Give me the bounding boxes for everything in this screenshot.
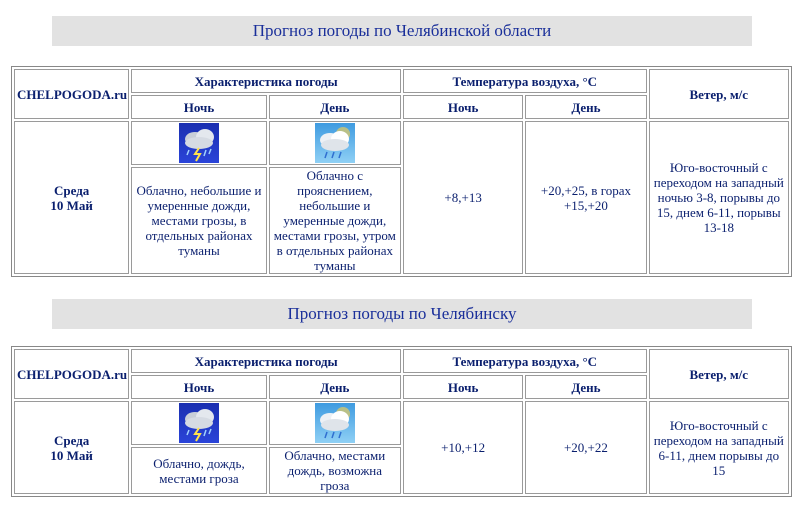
temp-night-value: +10,+12: [403, 401, 523, 494]
header-temperature: Температура воздуха, °C: [403, 69, 647, 93]
day-description: Облачно, местами дождь, возможна гроза: [269, 447, 401, 494]
header-night: Ночь: [131, 375, 266, 399]
header-wind: Ветер, м/с: [649, 69, 789, 119]
header-characteristic: Характеристика погоды: [131, 349, 401, 373]
region-forecast-table: [11, 66, 792, 277]
temp-day-value: +20,+25, в горах +15,+20: [525, 121, 646, 274]
wind-value: Юго-восточный с переходом на западный 6-11, днем порывы до 15: [649, 401, 789, 494]
header-temp-day: День: [525, 375, 646, 399]
night-weather-icon-cell: [131, 121, 266, 165]
header-temp-day: День: [525, 95, 646, 119]
header-temp-night: Ночь: [403, 95, 523, 119]
city-forecast-title: Прогноз погоды по Челябинску: [52, 299, 752, 329]
partly-cloudy-rain-icon: [315, 123, 355, 163]
weekday: Среда: [54, 182, 90, 198]
day-description: Облачно с прояснением, небольшие и умеренные дожди, местами грозы, утром в отдельных районах туманы: [269, 167, 401, 274]
day-weather-icon-cell: [269, 121, 401, 165]
date-cell: [14, 121, 129, 274]
night-description: Облачно, небольшие и умеренные дожди, местами грозы, в отдельных районах туманы: [131, 167, 266, 274]
header-day: День: [269, 95, 401, 119]
date: 10 Май: [50, 197, 93, 213]
thunderstorm-rain-cloud-icon: [179, 123, 219, 163]
header-day: День: [269, 375, 401, 399]
site-name: CHELPOGODA.ru: [14, 349, 129, 399]
header-characteristic: Характеристика погоды: [131, 69, 401, 93]
header-temp-night: Ночь: [403, 375, 523, 399]
region-forecast-title: Прогноз погоды по Челябинской области: [52, 16, 752, 46]
header-night: Ночь: [131, 95, 266, 119]
thunderstorm-rain-cloud-icon: [179, 403, 219, 443]
date: 10 Май: [50, 447, 93, 463]
site-name: CHELPOGODA.ru: [14, 69, 129, 119]
date-cell: [14, 401, 129, 494]
night-description: Облачно, дождь, местами гроза: [131, 447, 266, 494]
temp-day-value: +20,+22: [525, 401, 646, 494]
wind-value: Юго-восточный с переходом на западный ночью 3-8, порывы до 15, днем 6-11, порывы 13-18: [649, 121, 789, 274]
city-forecast-table: [11, 346, 792, 497]
temp-night-value: +8,+13: [403, 121, 523, 274]
partly-cloudy-rain-icon: [315, 403, 355, 443]
header-temperature: Температура воздуха, °C: [403, 349, 647, 373]
day-weather-icon-cell: [269, 401, 401, 445]
night-weather-icon-cell: [131, 401, 266, 445]
weekday: Среда: [54, 432, 90, 448]
header-wind: Ветер, м/с: [649, 349, 789, 399]
